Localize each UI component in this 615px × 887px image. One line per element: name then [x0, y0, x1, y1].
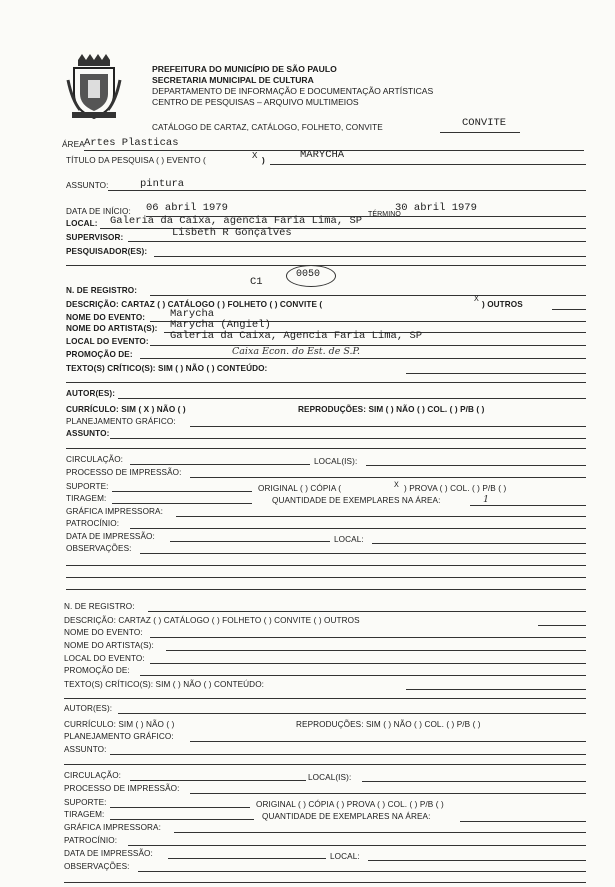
r2-original-label: ORIGINAL ( ) CÓPIA ( ) PROVA ( ) COL. ( ) P/B ( ) [256, 800, 444, 809]
catalog-value: CONVITE [462, 117, 507, 129]
r2-nome-artista-label: NOME DO ARTISTA(S): [64, 641, 154, 650]
titulo-close: ) [262, 156, 265, 165]
assunto-value: pintura [140, 178, 185, 190]
r1-nome-artista-value: Marycha (Angiel) [170, 319, 271, 331]
r1-descricao-x: X [474, 295, 479, 304]
r2-curriculo-label: CURRÍCULO: SIM ( ) NÃO ( ) [64, 720, 175, 729]
r1-data-impressao-label: DATA DE IMPRESSÃO: [66, 532, 155, 541]
r1-planejamento-label: PLANEJAMENTO GRÁFICO: [66, 417, 176, 426]
r2-patrocinio-label: PATROCÍNIO: [64, 836, 118, 845]
r1-original-label: ORIGINAL ( ) CÓPIA ( [258, 484, 342, 493]
titulo-x: X [252, 151, 258, 161]
local-label: LOCAL: [66, 219, 98, 228]
r1-processo-label: PROCESSO DE IMPRESSÃO: [66, 468, 182, 477]
r2-grafica-label: GRÁFICA IMPRESSORA: [64, 823, 161, 832]
r1-descricao-label: DESCRIÇÃO: CARTAZ ( ) CATÁLOGO ( ) FOLHETO ( ) CONVITE ( [66, 300, 323, 309]
r2-observacoes-label: OBSERVAÇÕES: [64, 862, 130, 871]
r2-suporte-label: SUPORTE: [64, 798, 107, 807]
header-secretaria: SECRETARIA MUNICIPAL DE CULTURA [152, 75, 314, 85]
pesquisadores-label: PESQUISADOR(ES): [66, 247, 148, 256]
r1-nome-artista-label: NOME DO ARTISTA(S): [66, 324, 158, 333]
r1-original-end: ) PROVA ( ) COL. ( ) P/B ( ) [404, 484, 507, 493]
r2-autores-label: AUTOR(ES): [64, 704, 113, 713]
termino-label: TÉRMINO [368, 211, 401, 218]
r2-planejamento-label: PLANEJAMENTO GRÁFICO: [64, 732, 174, 741]
r1-quantidade-value: 1 [483, 494, 490, 505]
r1-reproducoes-label: REPRODUÇÕES: SIM ( ) NÃO ( ) COL. ( ) P/B ( ) [298, 405, 485, 414]
r1-curriculo-label: CURRÍCULO: SIM ( X ) NÃO ( ) [66, 405, 186, 414]
r1-descricao-end: ) OUTROS [482, 300, 523, 309]
r1-registro-label: N. DE REGISTRO: [66, 286, 138, 295]
header-centro: CENTRO DE PESQUISAS – ARQUIVO MULTIMEIOS [152, 97, 359, 107]
header-prefeitura: PREFEITURA DO MUNICÍPIO DE SÃO PAULO [152, 64, 337, 74]
titulo-value: MARYCHA [300, 149, 345, 161]
r2-local-evento-label: LOCAL DO EVENTO: [64, 654, 145, 663]
r1-local-label: LOCAL: [334, 535, 364, 544]
assunto-label: ASSUNTO: [66, 181, 109, 190]
r2-reproducoes-label: REPRODUÇÕES: SIM ( ) NÃO ( ) COL. ( ) P/B ( ) [296, 720, 481, 729]
r2-data-impressao-label: DATA DE IMPRESSÃO: [64, 849, 153, 858]
r1-suporte-label: SUPORTE: [66, 482, 109, 491]
r1-nome-evento-label: NOME DO EVENTO: [66, 313, 146, 322]
r1-tiragem-label: TIRAGEM: [66, 494, 107, 503]
r1-local-evento-value: Galeria da Caixa, Agencia Faria Lima, SP [170, 330, 423, 342]
r2-processo-label: PROCESSO DE IMPRESSÃO: [64, 784, 180, 793]
r1-promocao-label: PROMOÇÃO DE: [66, 350, 133, 359]
r1-autores-label: AUTOR(ES): [66, 389, 116, 398]
r2-assunto-label: ASSUNTO: [64, 745, 107, 754]
local-value: Galeria da Caixa, agencia Faria Lima, SP [110, 215, 363, 227]
r1-original-x: X [394, 481, 399, 490]
data-inicio-label: DATA DE INÍCIO: [66, 207, 131, 216]
r1-observacoes-label: OBSERVAÇÕES: [66, 544, 132, 553]
termino-value: 30 abril 1979 [395, 202, 477, 214]
r2-nome-evento-label: NOME DO EVENTO: [64, 628, 143, 637]
r2-registro-label: N. DE REGISTRO: [64, 602, 135, 611]
supervisor-label: SUPERVISOR: [66, 233, 124, 242]
r2-locais-label: LOCAL(IS): [308, 773, 352, 782]
r2-quantidade-label: QUANTIDADE DE EXEMPLARES NA ÁREA: [262, 812, 431, 821]
r1-assunto-label: ASSUNTO: [66, 429, 110, 438]
titulo-label: TÍTULO DA PESQUISA ( ) EVENTO ( [66, 156, 206, 165]
record1-stamp: 0050 [296, 269, 321, 280]
r1-grafica-label: GRÁFICA IMPRESSORA: [66, 507, 163, 516]
city-coat-of-arms-icon [66, 50, 122, 122]
area-value: Artes Plasticas [84, 137, 179, 149]
r2-local-label: LOCAL: [330, 852, 360, 861]
r1-locais-label: LOCAL(IS): [314, 457, 358, 466]
area-label: ÁREA [62, 140, 85, 149]
r2-promocao-label: PROMOÇÃO DE: [64, 666, 130, 675]
header-departamento: DEPARTAMENTO DE INFORMAÇÃO E DOCUMENTAÇÃO ARTÍSTICAS [152, 86, 434, 96]
r2-descricao-label: DESCRIÇÃO: CARTAZ ( ) CATÁLOGO ( ) FOLHETO ( ) CONVITE ( ) OUTROS [64, 616, 360, 625]
supervisor-value: Lisbeth R Gonçalves [172, 227, 292, 239]
catalog-label: CATÁLOGO DE CARTAZ, CATÁLOGO, FOLHETO, CONVITE [152, 123, 383, 132]
r2-textos-label: TEXTO(S) CRÍTICO(S): SIM ( ) NÃO ( ) CONTEÚDO: [64, 680, 265, 689]
r1-quantidade-label: QUANTIDADE DE EXEMPLARES NA ÁREA: [272, 496, 441, 505]
r1-patrocinio-label: PATROCÍNIO: [66, 519, 120, 528]
r1-local-evento-label: LOCAL DO EVENTO: [66, 337, 149, 346]
data-inicio-value: 06 abril 1979 [146, 202, 228, 214]
r1-circulacao-label: CIRCULAÇÃO: [66, 455, 124, 464]
r1-nome-evento-value: Marycha [170, 308, 215, 320]
r2-tiragem-label: TIRAGEM: [64, 810, 105, 819]
record1-code: C1 [250, 276, 263, 288]
r2-circulacao-label: CIRCULAÇÃO: [64, 771, 122, 780]
r1-textos-label: TEXTO(S) CRÍTICO(S): SIM ( ) NÃO ( ) CONTEÚDO: [66, 364, 268, 373]
r1-promocao-value: Caixa Econ. do Est. de S.P. [232, 346, 361, 357]
